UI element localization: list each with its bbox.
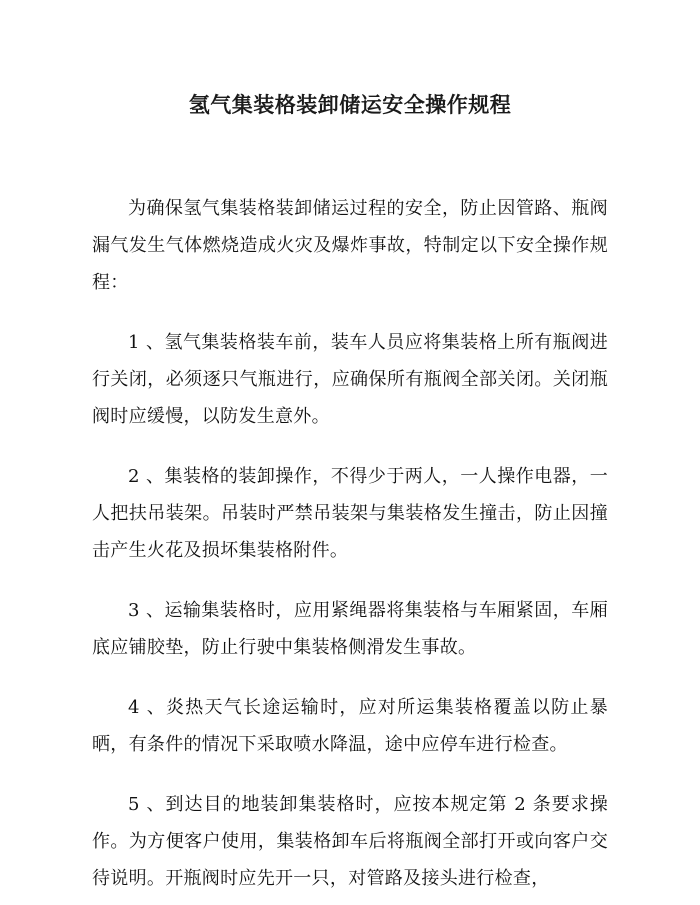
rule-paragraph-2: 2 、集装格的装卸操作，不得少于两人，一人操作电器，一人把扶吊装架。吊装时严禁吊装架与集装格发生撞击，防止因撞击产生火花及损坏集装格附件。 (92, 466, 608, 561)
document-body (92, 190, 608, 897)
rule-paragraph-3: 3 、运输集装格时，应用紧绳器将集装格与车厢紧固，车厢底应铺胶垫，防止行驶中集装格侧滑发生事故。 (92, 600, 608, 658)
rule-paragraph-5: 5 、到达目的地装卸集装格时，应按本规定第 2 条要求操作。为方便客户使用，集装格卸车后将瓶阀全部打开或向客户交待说明。开瓶阀时应先开一只，对管路及接头进行检查， (92, 794, 608, 889)
document-title: 氢气集装格装卸储运安全操作规程 (188, 93, 512, 117)
intro-paragraph: 为确保氢气集装格装卸储运过程的安全，防止因管路、瓶阀漏气发生气体燃烧造成火灾及爆炸事故，特制定以下安全操作规程： (92, 198, 608, 293)
rule-paragraph-4: 4 、炎热天气长途运输时，应对所运集装格覆盖以防止暴晒，有条件的情况下采取喷水降温，途中应停车进行检查。 (92, 697, 608, 755)
rule-paragraph-1: 1 、氢气集装格装车前，装车人员应将集装格上所有瓶阀进行关闭，必须逐只气瓶进行，应确保所有瓶阀全部关闭。关闭瓶阀时应缓慢，以防发生意外。 (92, 332, 608, 427)
